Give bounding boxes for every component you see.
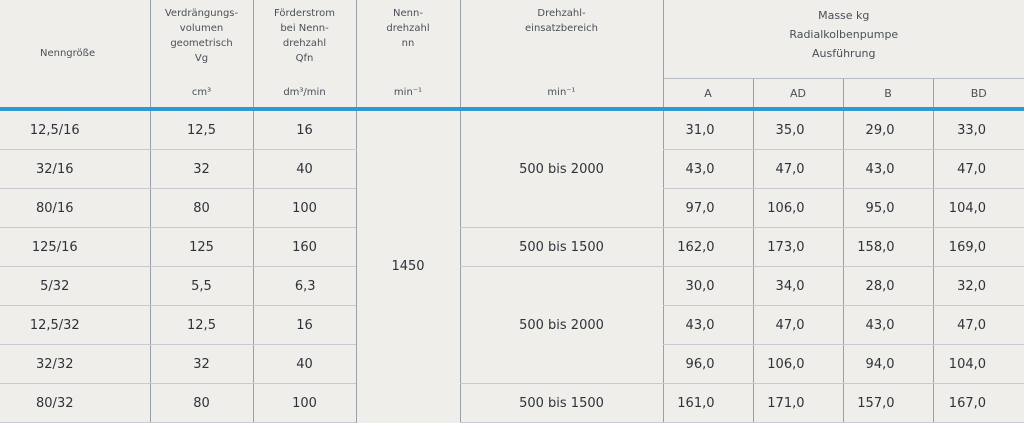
mass-a-cell: 31,0: [663, 111, 753, 150]
einsatz-cell: 500 bis 2000: [460, 111, 663, 228]
mass-ad-cell: 106,0: [753, 189, 843, 228]
qfn-cell: 16: [253, 111, 356, 150]
mass-a-cell: 162,0: [663, 228, 753, 267]
qfn-cell: 6,3: [253, 267, 356, 306]
ausfuehrung-b: B: [843, 79, 933, 108]
mass-b-cell: 95,0: [843, 189, 933, 228]
table-row: [0, 384, 1024, 423]
vg-cell: 12,5: [150, 111, 253, 150]
size-cell: 80/32: [0, 384, 150, 423]
vg-cell: 32: [150, 345, 253, 384]
qfn-cell: 100: [253, 189, 356, 228]
mass-ad-cell: 106,0: [753, 345, 843, 384]
mass-b-cell: 43,0: [843, 150, 933, 189]
mass-bd-cell: 32,0: [933, 267, 1024, 306]
mass-a-cell: 161,0: [663, 384, 753, 423]
header-foerderstrom: Förderstrom bei Nenn- drehzahl Qfn: [253, 0, 356, 79]
ausfuehrung-ad: AD: [753, 79, 843, 108]
mass-ad-cell: 35,0: [753, 111, 843, 150]
einsatz-cell: 500 bis 1500: [460, 384, 663, 423]
ausfuehrung-bd: BD: [933, 79, 1024, 108]
mass-ad-cell: 34,0: [753, 267, 843, 306]
size-cell: 32/16: [0, 150, 150, 189]
vg-cell: 12,5: [150, 306, 253, 345]
mass-b-cell: 28,0: [843, 267, 933, 306]
vg-cell: 80: [150, 189, 253, 228]
vg-cell: 80: [150, 384, 253, 423]
unit-dm3min: dm³/min: [253, 79, 356, 108]
qfn-cell: 40: [253, 150, 356, 189]
vg-cell: 32: [150, 150, 253, 189]
einsatz-cell: 500 bis 1500: [460, 228, 663, 267]
mass-b-cell: 94,0: [843, 345, 933, 384]
qfn-cell: 100: [253, 384, 356, 423]
header-masse: Masse kg Radialkolbenpumpe Ausführung: [663, 0, 1024, 79]
unit-min-einsatz: min⁻¹: [460, 79, 663, 108]
mass-bd-cell: 47,0: [933, 150, 1024, 189]
mass-a-cell: 96,0: [663, 345, 753, 384]
size-cell: 12,5/16: [0, 111, 150, 150]
mass-a-cell: 30,0: [663, 267, 753, 306]
header-nenngroesse: Nenngröße: [40, 48, 96, 59]
mass-b-cell: 29,0: [843, 111, 933, 150]
mass-bd-cell: 104,0: [933, 345, 1024, 384]
qfn-cell: 160: [253, 228, 356, 267]
mass-ad-cell: 47,0: [753, 150, 843, 189]
mass-a-cell: 43,0: [663, 150, 753, 189]
header-nenndrehzahl: Nenn- drehzahl nn: [356, 0, 460, 79]
mass-a-cell: 43,0: [663, 306, 753, 345]
mass-b-cell: 157,0: [843, 384, 933, 423]
mass-bd-cell: 104,0: [933, 189, 1024, 228]
vg-cell: 125: [150, 228, 253, 267]
mass-bd-cell: 47,0: [933, 306, 1024, 345]
mass-b-cell: 158,0: [843, 228, 933, 267]
nenndrehzahl-cell: 1450: [356, 111, 460, 423]
qfn-cell: 40: [253, 345, 356, 384]
mass-ad-cell: 173,0: [753, 228, 843, 267]
size-cell: 125/16: [0, 228, 150, 267]
table-row: [0, 111, 1024, 150]
mass-bd-cell: 167,0: [933, 384, 1024, 423]
size-cell: 32/32: [0, 345, 150, 384]
unit-cm3: cm³: [150, 79, 253, 108]
table-row: [0, 228, 1024, 267]
mass-a-cell: 97,0: [663, 189, 753, 228]
table-row: [0, 267, 1024, 306]
header-einsatzbereich: Drehzahl- einsatzbereich: [460, 0, 663, 79]
qfn-cell: 16: [253, 306, 356, 345]
vg-cell: 5,5: [150, 267, 253, 306]
size-cell: 12,5/32: [0, 306, 150, 345]
mass-ad-cell: 47,0: [753, 306, 843, 345]
size-cell: 80/16: [0, 189, 150, 228]
header-verdraengung: Verdrängungs- volumen geometrisch Vg: [150, 0, 253, 79]
unit-min-nenn: min⁻¹: [356, 79, 460, 108]
ausfuehrung-a: A: [663, 79, 753, 108]
mass-b-cell: 43,0: [843, 306, 933, 345]
einsatz-cell: 500 bis 2000: [460, 267, 663, 384]
size-cell: 5/32: [0, 267, 150, 306]
mass-bd-cell: 33,0: [933, 111, 1024, 150]
mass-bd-cell: 169,0: [933, 228, 1024, 267]
mass-ad-cell: 171,0: [753, 384, 843, 423]
